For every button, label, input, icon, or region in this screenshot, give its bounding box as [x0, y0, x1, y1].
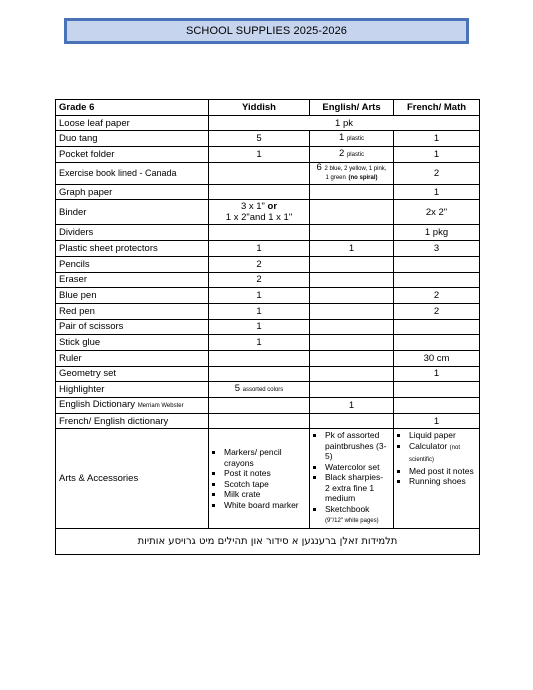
header-english-arts: English/ Arts — [310, 100, 394, 116]
table-row — [56, 413, 480, 429]
header-french-math: French/ Math — [394, 100, 480, 116]
french-cell: 1 pkg — [394, 225, 480, 241]
item-name: Red pen — [56, 303, 209, 319]
french-cell — [394, 398, 480, 414]
title-banner — [64, 18, 469, 44]
yiddish-cell: 2 — [209, 256, 310, 272]
yiddish-cell: 2 — [209, 272, 310, 288]
english-cell — [310, 288, 394, 304]
yiddish-cell — [209, 350, 310, 366]
list-item: ▪ Pk of assorted paintbrushes (3-5) — [325, 430, 390, 462]
item-name: Ruler — [56, 350, 209, 366]
french-cell: 2 — [394, 303, 480, 319]
english-cell — [310, 184, 394, 200]
header-row — [56, 100, 480, 116]
yiddish-cell — [209, 413, 310, 429]
english-qty: 1 — [339, 132, 345, 144]
french-cell: 3 — [394, 241, 480, 257]
french-cell: 2x 2" — [394, 200, 480, 225]
english-cell — [310, 366, 394, 382]
table-row — [56, 200, 480, 225]
french-cell: 1 — [394, 131, 480, 147]
yiddish-cell — [209, 184, 310, 200]
page-title: SCHOOL SUPPLIES 2025-2026 — [67, 21, 466, 41]
table-row — [56, 256, 480, 272]
table-row — [56, 366, 480, 382]
yiddish-arts-list — [212, 447, 306, 510]
english-note: plastic — [346, 151, 364, 158]
item-name: Plastic sheet protectors — [56, 241, 209, 257]
table-row — [56, 115, 480, 131]
table-row — [56, 398, 480, 414]
yiddish-or: or — [267, 201, 278, 213]
sketchbook-label: Sketchbook — [325, 503, 370, 514]
yiddish-cell: 1 — [209, 147, 310, 163]
english-qty: 6 — [316, 162, 322, 174]
list-item: ▪ Markers/ pencil crayons — [224, 447, 306, 468]
table-row — [56, 382, 480, 398]
english-cell — [310, 147, 394, 163]
table-row — [56, 241, 480, 257]
french-cell: 1 — [394, 147, 480, 163]
english-cell — [310, 272, 394, 288]
table-row — [56, 184, 480, 200]
item-name: Dividers — [56, 225, 209, 241]
item-name: English Dictionary — [59, 398, 136, 410]
table-row — [56, 131, 480, 147]
english-cell — [310, 303, 394, 319]
english-cell — [310, 319, 394, 335]
item-name: Exercise book lined - Canada — [56, 162, 209, 184]
item-name: French/ English dictionary — [56, 413, 209, 429]
yiddish-cell — [209, 162, 310, 184]
yiddish-note: assorted colors — [242, 387, 284, 394]
yiddish-qty: 5 — [234, 383, 240, 395]
footer-row — [56, 528, 480, 554]
english-cell — [310, 429, 394, 529]
french-cell: 1 — [394, 184, 480, 200]
yiddish-cell — [209, 225, 310, 241]
yiddish-cell: 1 — [209, 303, 310, 319]
french-cell — [394, 319, 480, 335]
table-row — [56, 335, 480, 351]
item-name: Binder — [56, 200, 209, 225]
item-name: Loose leaf paper — [56, 115, 209, 131]
item-name: Arts & Accessories — [56, 429, 209, 529]
english-note: 2 blue, 2 yellow, 1 pink, — [324, 166, 387, 173]
yiddish-line-2: 1 x 2"and 1 x 1" — [225, 212, 293, 224]
english-cell — [310, 131, 394, 147]
sketchbook-note: (9"/12" white pages) — [325, 518, 379, 525]
list-item: ▪ Liquid paper — [409, 430, 476, 441]
english-cell — [310, 335, 394, 351]
merged-cell: 1 pk — [209, 115, 480, 131]
english-cell — [310, 200, 394, 225]
french-cell — [394, 335, 480, 351]
french-cell: 1 — [394, 413, 480, 429]
item-name-cell — [56, 398, 209, 414]
item-name: Highlighter — [56, 382, 209, 398]
table-row — [56, 147, 480, 163]
english-cell — [310, 256, 394, 272]
french-cell — [394, 429, 480, 529]
yiddish-cell: 1 — [209, 241, 310, 257]
french-arts-list — [397, 430, 476, 487]
list-item: ▪ Running shoes — [409, 476, 476, 487]
english-note: plastic — [346, 136, 364, 143]
item-name: Duo tang — [56, 131, 209, 147]
list-item: ▪ Black sharpies- 2 extra fine 1 medium — [325, 472, 390, 504]
table-row — [56, 288, 480, 304]
item-name: Geometry set — [56, 366, 209, 382]
item-name: Eraser — [56, 272, 209, 288]
item-name: Graph paper — [56, 184, 209, 200]
yiddish-line-1: 3 x 1" — [240, 201, 265, 213]
french-cell: 30 cm — [394, 350, 480, 366]
table-row — [56, 162, 480, 184]
table-row — [56, 225, 480, 241]
french-cell — [394, 272, 480, 288]
list-item: ▪ Scotch tape — [224, 479, 306, 490]
footer-note: תלמידות זאלן ברענגען א סידור און תהילים מיט גרויסע אותיות — [56, 528, 480, 554]
english-note-2: 1 green — [325, 175, 346, 182]
list-item — [409, 441, 476, 466]
table-row — [56, 350, 480, 366]
french-cell: 2 — [394, 288, 480, 304]
calculator-label: Calculator — [409, 440, 448, 451]
yiddish-cell — [209, 429, 310, 529]
item-name: Stick glue — [56, 335, 209, 351]
supplies-table — [55, 99, 480, 555]
header-yiddish: Yiddish — [209, 100, 310, 116]
list-item: ▪ Watercolor set — [325, 462, 390, 473]
item-name: Pencils — [56, 256, 209, 272]
english-cell: 1 — [310, 398, 394, 414]
french-cell: 2 — [394, 162, 480, 184]
english-cell — [310, 350, 394, 366]
yiddish-cell: 1 — [209, 335, 310, 351]
english-qty: 2 — [339, 147, 345, 159]
table-row — [56, 303, 480, 319]
english-cell — [310, 413, 394, 429]
yiddish-cell: 5 — [209, 131, 310, 147]
yiddish-cell — [209, 366, 310, 382]
english-cell — [310, 162, 394, 184]
arts-row — [56, 429, 480, 529]
french-cell — [394, 256, 480, 272]
yiddish-cell: 1 — [209, 319, 310, 335]
item-note: Merriam Webster — [137, 402, 184, 409]
header-grade: Grade 6 — [56, 100, 209, 116]
english-arts-list — [313, 430, 390, 527]
english-note-bold: (no spiral) — [348, 175, 378, 182]
table-row — [56, 272, 480, 288]
list-item: ▪ Post it notes — [224, 468, 306, 479]
list-item: ▪ White board marker — [224, 500, 306, 511]
item-name: Blue pen — [56, 288, 209, 304]
list-item: ▪ Med post it notes — [409, 466, 476, 477]
yiddish-cell — [209, 382, 310, 398]
yiddish-cell — [209, 200, 310, 225]
yiddish-cell — [209, 398, 310, 414]
french-cell — [394, 382, 480, 398]
yiddish-cell: 1 — [209, 288, 310, 304]
table-row — [56, 319, 480, 335]
item-name: Pair of scissors — [56, 319, 209, 335]
item-name: Pocket folder — [56, 147, 209, 163]
english-cell: 1 — [310, 241, 394, 257]
list-item — [325, 504, 390, 527]
french-cell: 1 — [394, 366, 480, 382]
english-cell — [310, 382, 394, 398]
english-cell — [310, 225, 394, 241]
calculator-note: (not scientific) — [409, 444, 460, 464]
list-item: ▪ Milk crate — [224, 489, 306, 500]
